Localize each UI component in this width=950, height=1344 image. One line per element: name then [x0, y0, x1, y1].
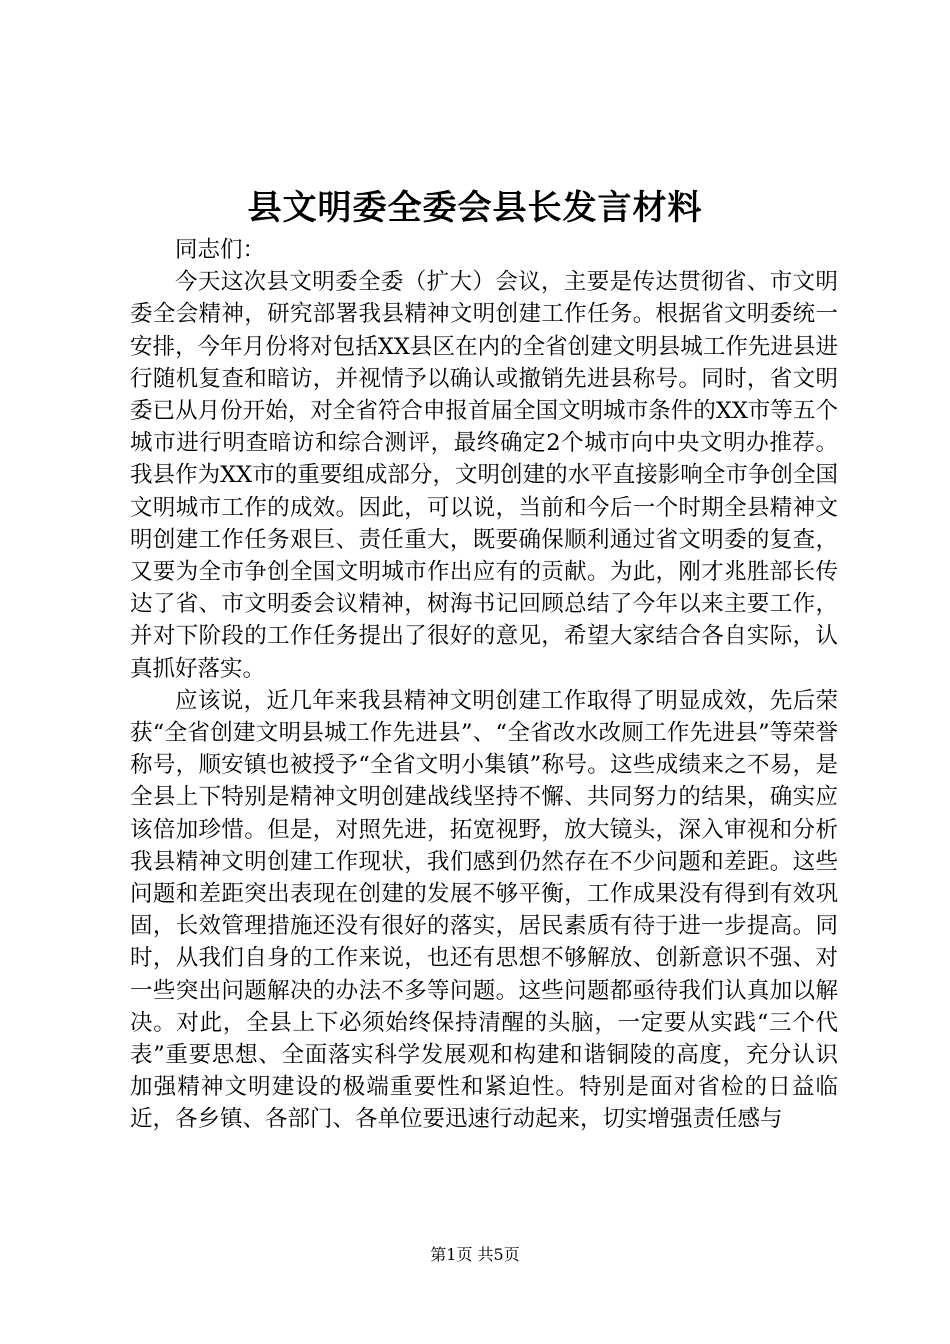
document-title: 县文明委全委会县长发言材料: [247, 188, 703, 228]
page-number-footer: 第1页 共5页: [430, 1245, 520, 1264]
salutation: 同志们：: [175, 237, 266, 263]
paragraph-2: 应该说，近几年来我县精神文明创建工作取得了明显成效，先后荣获“全省创建文明县城工作先进县”、“全省改水改厕工作先进县”等荣誉称号，顺安镇也被授予“全省文明小集镇”称号。这些成绩来之不易，是全县上下特别是精神文明创建战线坚持不懈、共同努力的结果，确实应该倍加珍惜。但是，对照先进，拓宽视野，放大镜头，深入审视和分析我县精神文明创建工作现状，我们感到仍然存在不少问题和差距。这些问题和差距突出表现在创建的发展不够平衡，工作成果没有得到有效巩固，长效管理措施还没有很好的落实，居民素质有待于进一步提高。同时，从我们自身的工作来说，也还有思想不够解放、创新意识不强、对一些突出问题解决的办法不多等问题。这些问题都亟待我们认真加以解决。对此，全县上下必须始终保持清醒的头脑，一定要从实践“三个代表”重要思想、全面落实科学发展观和构建和谐铜陵的高度，充分认识加强精神文明建设的极端重要性和紧迫性。特别是面对省检的日益临近，各乡镇、各部门、各单位要迅速行动起来，切实增强责任感与: [130, 687, 838, 1133]
document-body: [130, 234, 838, 1136]
paragraph-1: 今天这次县文明委全委（扩大）会议，主要是传达贯彻省、市文明委全会精神，研究部署我县精神文明创建工作任务。根据省文明委统一安排，今年月份将对包括XX县区在内的全省创建文明县城工作先进县进行随机复查和暗访，并视情予以确认或撤销先进县称号。同时，省文明委已从月份开始，对全省符合申报首届全国文明城市条件的XX市等五个城市进行明查暗访和综合测评，最终确定2个城市向中央文明办推荐。我县作为XX市的重要组成部分，文明创建的水平直接影响全市争创全国文明城市工作的成效。因此，可以说，当前和今后一个时期全县精神文明创建工作任务艰巨、责任重大，既要确保顺利通过省文明委的复查，又要为全市争创全国文明城市作出应有的贡献。为此，刚才兆胜部长传达了省、市文明委会议精神，树海书记回顾总结了今年以来主要工作，并对下阶段的工作任务提出了很好的意见，希望大家结合各自实际，认真抓好落实。: [130, 269, 838, 682]
